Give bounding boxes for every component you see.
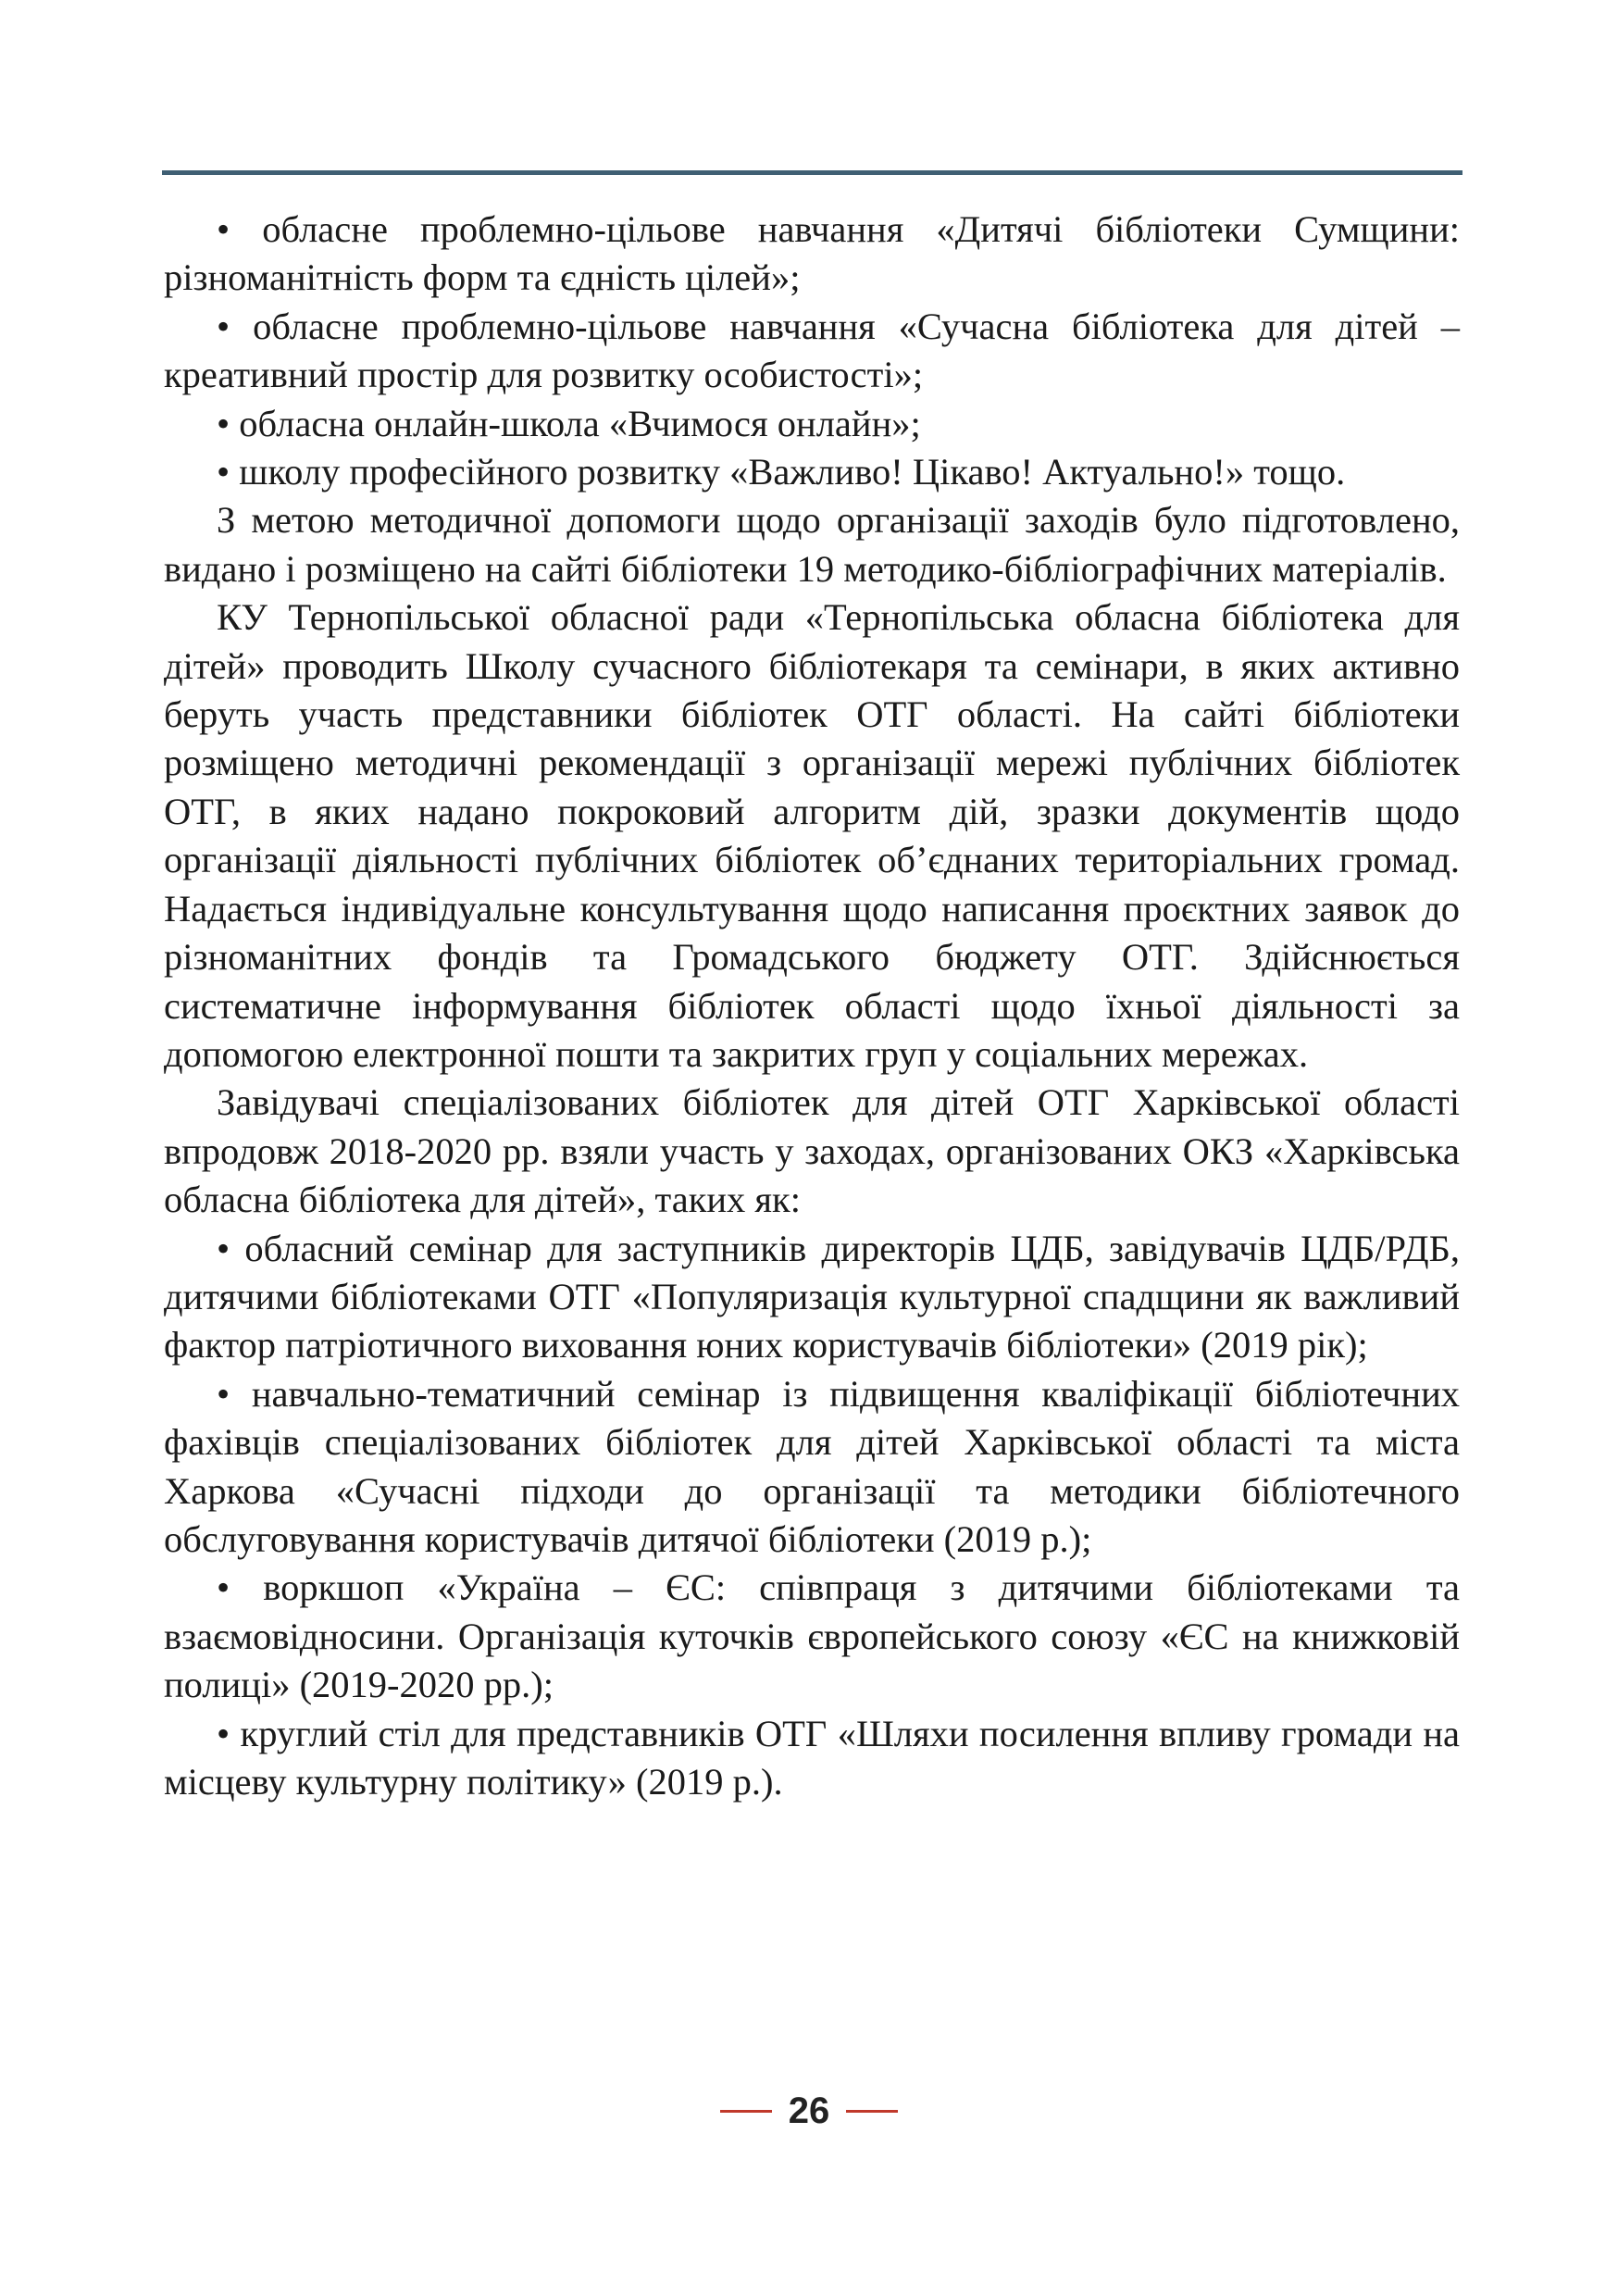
paragraph-7: Завідувачі спеціалізованих бібліотек для дітей ОТГ Харківської області впродовж 2018-2020 рр. взяли участь у заходах, організованих ОКЗ «Харківська обласна бібліотека для дітей», таких як: [164, 1081, 1460, 1221]
paragraph-1: • обласне проблемно-цільове навчання «Дитячі бібліотеки Сумщини: різноманітність форм та єдність цілей»; [164, 208, 1460, 299]
paragraph-4: • школу професійного розвитку «Важливо! Цікаво! Актуально!» тощо. [217, 451, 1346, 493]
paragraph-9: • навчально-тематичний семінар із підвищення кваліфікації бібліотечних фахівців спеціалізованих бібліотек для дітей Харківської області та міста Харкова «Сучасні підходи до організації та методики бібліотечного обслуговування користувачів дитячої бібліотеки (2019 р.); [164, 1372, 1460, 1560]
footer-dash-right [846, 2110, 898, 2113]
page-footer [0, 2085, 1618, 2137]
paragraph-5: З метою методичної допомоги щодо організації заходів було підготовлено, видано і розміщено на сайті бібліотеки 19 методико-бібліографічних матеріалів. [164, 499, 1460, 590]
paragraph-11: • круглий стіл для представників ОТГ «Шляхи посилення впливу громади на місцеву культурну політику» (2019 р.). [164, 1712, 1460, 1803]
paragraph-3: • обласна онлайн-школа «Вчимося онлайн»; [217, 402, 921, 444]
page-number: 26 [788, 2090, 830, 2131]
header-rule [162, 170, 1462, 175]
paragraph-6: КУ Тернопільської обласної ради «Тернопільська обласна бібліотека для дітей» проводить Школу сучасного бібліотекаря та семінари, в яких активно беруть участь представники бібліотек ОТГ області. На сайті бібліотеки розміщено методичні рекомендації з організації мережі публічних бібліотек ОТГ, в яких надано покроковий алгоритм дій, зразки документів щодо організації діяльності публічних бібліотек об’єднаних територіальних громад. Надається індивідуальне консультування щодо написання проєктних заявок до різноманітних фондів та Громадського бюджету ОТГ. Здійснюється систематичне інформування бібліотек області щодо їхньої діяльності за допомогою електронної пошти та закритих груп у соціальних мережах. [164, 596, 1460, 1075]
document-body [164, 206, 1460, 1806]
paragraph-8: • обласний семінар для заступників директорів ЦДБ, завідувачів ЦДБ/РДБ, дитячими бібліотеками ОТГ «Популяризація культурної спадщини як важливий фактор патріотичного виховання юних користувачів бібліотеки» (2019 рік); [164, 1227, 1460, 1366]
paragraph-2: • обласне проблемно-цільове навчання «Сучасна бібліотека для дітей – креативний простір для розвитку особистості»; [164, 305, 1460, 396]
footer-dash-left [720, 2110, 772, 2113]
paragraph-10: • воркшоп «Україна – ЄС: співпраця з дитячими бібліотеками та взаємовідносини. Організація куточків європейського союзу «ЄС на книжковій полиці» (2019-2020 рр.); [164, 1566, 1460, 1706]
